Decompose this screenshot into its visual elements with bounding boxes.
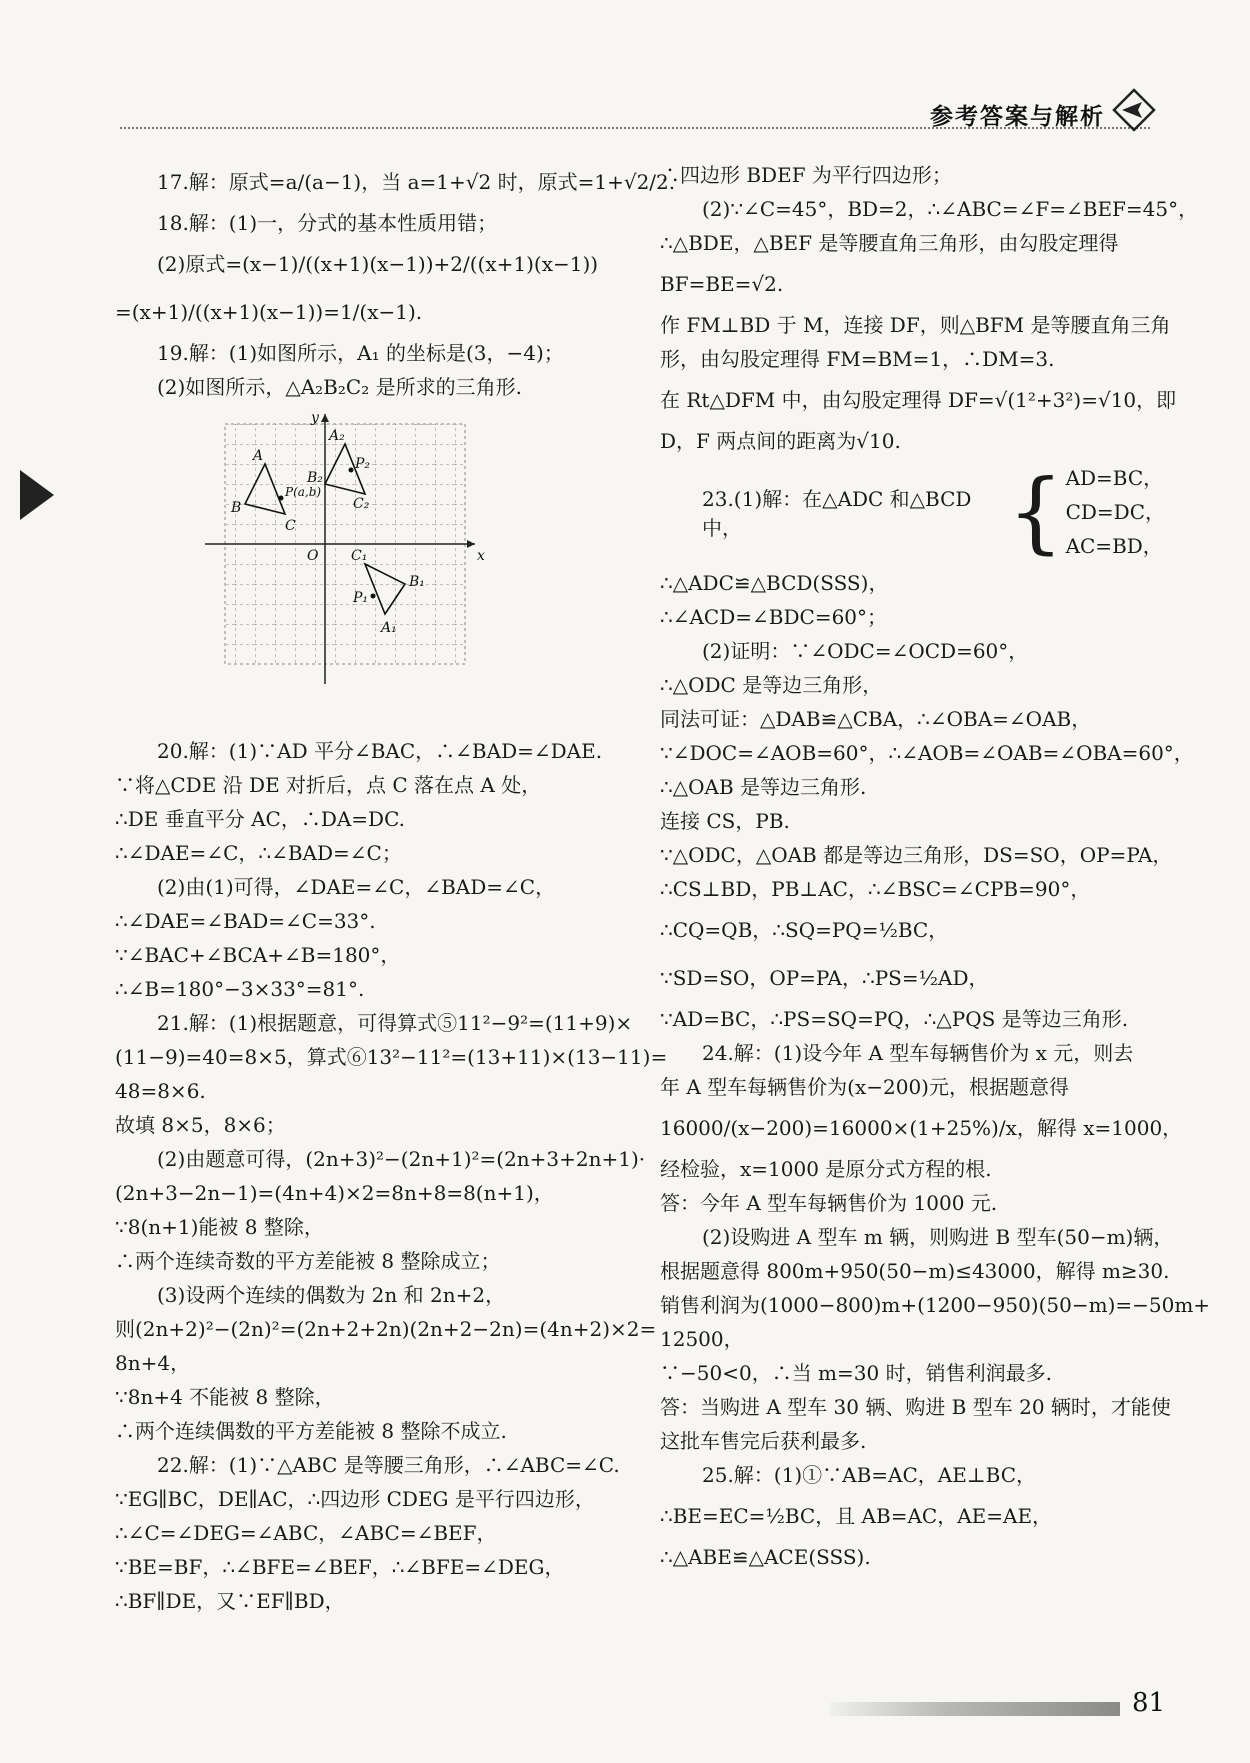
- label-b1: B₁: [409, 574, 425, 590]
- arrow-badge-icon: [1112, 88, 1156, 136]
- label-c2: C₂: [353, 496, 370, 512]
- q21-line-7: ∵8(n+1)能被 8 整除，: [115, 1215, 324, 1239]
- q20-line-4: ∴∠DAE=∠C，∴∠BAD=∠C；: [115, 841, 402, 865]
- q20-line-1: 20.解：(1)∵AD 平分∠BAC，∴∠BAD=∠DAE.: [157, 739, 603, 763]
- label-y: y: [311, 410, 319, 426]
- q23-line-9: ∵△ODC，△OAB 都是等边三角形，DS=SO，OP=PA，: [660, 843, 1173, 867]
- q24-line-12: 这批车售完后获利最多.: [660, 1429, 867, 1453]
- q23-line-8: 连接 CS，PB.: [660, 809, 790, 833]
- q21-line-10: 则(2n+2)²−(2n)²=(2n+2+2n)(2n+2−2n)=(4n+2)×2=: [115, 1317, 657, 1341]
- page-number: 81: [1132, 1688, 1166, 1718]
- q23-line-10: ∴CS⊥BD，PB⊥AC，∴∠BSC=∠CPB=90°，: [660, 877, 1091, 901]
- q22-line-1: 22.解：(1)∵△ABC 是等腰三角形，∴∠ABC=∠C.: [157, 1453, 620, 1477]
- q21-line-11: 8n+4，: [115, 1351, 191, 1375]
- q22-cont-line-2: (2)∵∠C=45°，BD=2，∴∠ABC=∠F=∠BEF=45°，: [702, 197, 1199, 221]
- q18-line-3: =(x+1)/((x+1)(x−1))=1/(x−1).: [115, 300, 423, 324]
- q23-line-11: ∴CQ=QB，∴SQ=PQ=½BC，: [660, 918, 949, 942]
- left-column: [115, 158, 676, 1618]
- coordinate-grid: [115, 404, 620, 734]
- q22-cont-line-6: 形，由勾股定理得 FM=BM=1，∴DM=3.: [660, 347, 1055, 371]
- q25-line-3: ∴△ABE≌△ACE(SSS).: [660, 1545, 871, 1569]
- q21-line-8: ∴两个连续奇数的平方差能被 8 整除成立；: [115, 1249, 501, 1273]
- q25-line-1: 25.解：(1)①∵AB=AC，AE⊥BC，: [702, 1463, 1037, 1487]
- q23-line-3: (2)证明：∵∠ODC=∠OCD=60°，: [702, 639, 1029, 663]
- q23-cond-2: CD=DC，: [1065, 500, 1165, 524]
- q22-cont-line-3: ∴△BDE，△BEF 是等腰直角三角形，由勾股定理得: [660, 231, 1119, 255]
- q23-line-6: ∵∠DOC=∠AOB=60°，∴∠AOB=∠OAB=∠OBA=60°，: [660, 741, 1194, 765]
- q23-line-7: ∴△OAB 是等边三角形.: [660, 775, 867, 799]
- label-b: B: [231, 500, 242, 516]
- q24-line-1: 24.解：(1)设今年 A 型车每辆售价为 x 元，则去: [702, 1041, 1134, 1065]
- q24-line-5: 答：今年 A 型车每辆售价为 1000 元.: [660, 1191, 998, 1215]
- q24-line-10: ∵−50<0，∴当 m=30 时，销售利润最多.: [660, 1361, 1052, 1385]
- q21-line-1: 21.解：(1)根据题意，可得算式⑤11²−9²=(11+9)×: [157, 1011, 633, 1035]
- q21-line-9: (3)设两个连续的偶数为 2n 和 2n+2，: [157, 1283, 506, 1307]
- q24-line-9: 12500，: [660, 1327, 744, 1351]
- q23-intro: 23.(1)解：在△ADC 和△BCD 中，: [702, 487, 972, 540]
- q24-line-6: (2)设购进 A 型车 m 辆，则购进 B 型车(50−m)辆，: [702, 1225, 1174, 1249]
- q23-line-1: ∴△ADC≌△BCD(SSS)，: [660, 571, 889, 595]
- q21-line-4: 故填 8×5，8×6；: [115, 1113, 286, 1137]
- label-a: A: [253, 448, 264, 464]
- q24-line-2: 年 A 型车每辆售价为(x−200)元，根据题意得: [660, 1075, 1069, 1099]
- brace-symbol: {: [1007, 460, 1064, 563]
- q24-line-11: 答：当购进 A 型车 30 辆、购进 B 型车 20 辆时，才能使: [660, 1395, 1171, 1419]
- q23-cond-3: AC=BD，: [1065, 534, 1163, 558]
- q18-line-2: (2)原式=(x−1)/((x+1)(x−1))+2/((x+1)(x−1)): [157, 252, 599, 276]
- label-x: x: [477, 548, 485, 564]
- q22-line-2: ∵EG∥BC，DE∥AC，∴四边形 CDEG 是平行四边形，: [115, 1487, 595, 1511]
- label-c1: C₁: [351, 548, 368, 564]
- q23-line-5: 同法可证：△DAB≌△CBA，∴∠OBA=∠OAB，: [660, 707, 1092, 731]
- footer-bar: [830, 1702, 1120, 1716]
- q22-cont-line-7: 在 Rt△DFM 中，由勾股定理得 DF=√(1²+3²)=√10，即: [660, 388, 1177, 412]
- q20-line-2: ∵将△CDE 沿 DE 对折后，点 C 落在点 A 处，: [115, 773, 542, 797]
- q21-line-13: ∴两个连续偶数的平方差能被 8 整除不成立.: [115, 1419, 507, 1443]
- q24-line-4: 经检验，x=1000 是原分式方程的根.: [660, 1157, 992, 1181]
- side-mark: [20, 470, 54, 524]
- q22-cont-line-1: ∴四边形 BDEF 为平行四边形；: [660, 163, 952, 187]
- q24-line-7: 根据题意得 800m+950(50−m)≤43000，解得 m≥30.: [660, 1259, 1170, 1283]
- q23-line-12: ∵SD=SO，OP=PA，∴PS=½AD，: [660, 966, 989, 990]
- label-a2: A₂: [329, 428, 345, 444]
- label-c: C: [285, 518, 296, 534]
- q24-line-3: 16000/(x−200)=16000×(1+25%)/x，解得 x=1000，: [660, 1116, 1183, 1140]
- q23-brace-system: [660, 458, 1165, 566]
- q23-line-13: ∵AD=BC，∴PS=SQ=PQ，∴△PQS 是等边三角形.: [660, 1007, 1129, 1031]
- q22-line-5: ∴BF∥DE，又∵EF∥BD，: [115, 1589, 345, 1613]
- label-p: P(a,b): [285, 485, 322, 499]
- label-a1: A₁: [381, 620, 397, 636]
- q22-cont-line-5: 作 FM⊥BD 于 M，连接 DF，则△BFM 是等腰直角三角: [660, 313, 1171, 337]
- right-column: [660, 158, 1211, 1574]
- q18-line-1: 18.解：(1)一，分式的基本性质用错；: [157, 211, 498, 235]
- q23-line-2: ∴∠ACD=∠BDC=60°；: [660, 605, 888, 629]
- q20-line-3: ∴DE 垂直平分 AC，∴DA=DC.: [115, 807, 406, 831]
- q21-line-12: ∵8n+4 不能被 8 整除，: [115, 1385, 335, 1409]
- q20-line-8: ∴∠B=180°−3×33°=81°.: [115, 977, 365, 1001]
- q21-line-3: 48=8×6.: [115, 1079, 206, 1103]
- q20-line-7: ∵∠BAC+∠BCA+∠B=180°，: [115, 943, 401, 967]
- q22-cont-line-4: BF=BE=√2.: [660, 272, 784, 296]
- label-b2: B₂: [307, 470, 323, 486]
- q21-line-5: (2)由题意可得，(2n+3)²−(2n+1)²=(2n+3+2n+1)·: [157, 1147, 646, 1171]
- q19-line-1: 19.解：(1)如图所示，A₁ 的坐标是(3，−4)；: [157, 341, 564, 365]
- q21-line-2: (11−9)=40=8×5，算式⑥13²−11²=(13+11)×(13−11)=: [115, 1045, 668, 1069]
- q24-line-8: 销售利润为(1000−800)m+(1200−950)(50−m)=−50m+: [660, 1293, 1211, 1317]
- q19-line-2: (2)如图所示，△A₂B₂C₂ 是所求的三角形.: [157, 375, 522, 399]
- label-o: O: [307, 548, 319, 564]
- q25-line-2: ∴BE=EC=½BC，且 AB=AC，AE=AE，: [660, 1504, 1053, 1528]
- header-title: 参考答案与解析: [930, 104, 1105, 130]
- q22-cont-line-8: D，F 两点间的距离为√10.: [660, 429, 901, 453]
- q22-line-3: ∴∠C=∠DEG=∠ABC，∠ABC=∠BEF，: [115, 1521, 497, 1545]
- q23-cond-1: AD=BC，: [1065, 466, 1164, 490]
- q17-line: 17.解：原式=a/(a−1)，当 a=1+√2 时，原式=1+√2/2.: [157, 170, 676, 194]
- label-p1: P₁: [353, 590, 369, 606]
- label-p2: P₂: [355, 456, 371, 472]
- q22-line-4: ∵BE=BF，∴∠BFE=∠BEF，∴∠BFE=∠DEG，: [115, 1555, 565, 1579]
- q21-line-6: (2n+3−2n−1)=(4n+4)×2=8n+8=8(n+1)，: [115, 1181, 554, 1205]
- q23-line-4: ∴△ODC 是等边三角形，: [660, 673, 883, 697]
- q20-line-5: (2)由(1)可得，∠DAE=∠C，∠BAD=∠C，: [157, 875, 556, 899]
- coordinate-figure: [115, 404, 620, 734]
- q20-line-6: ∴∠DAE=∠BAD=∠C=33°.: [115, 909, 376, 933]
